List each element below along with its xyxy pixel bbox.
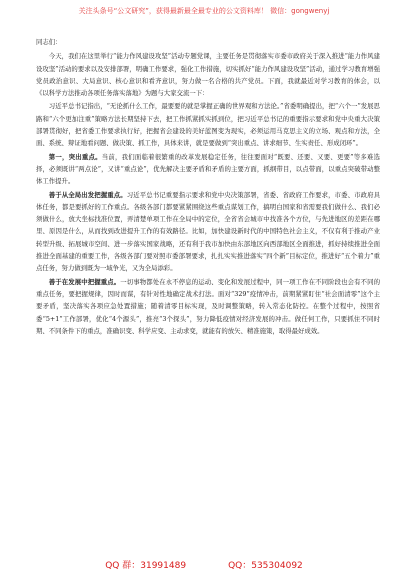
- paragraph-text: 当前，我们面临着很繁重的改革发展稳定任务，往往要面对“既要、还要、又要、更要”等多难选择，必须既讲“两点论”，又讲“重点论”，优先解决主要矛盾和矛盾的主要方面，抓纲带目，以点带面，以重点突破带动整体工作提升。: [36, 152, 380, 186]
- greeting: 同志们：: [36, 38, 62, 46]
- paragraph-lead: 善于在发展中把握重点。: [48, 277, 121, 286]
- paragraph: [36, 151, 380, 188]
- paragraph: [36, 276, 380, 337]
- paragraph: [36, 50, 380, 99]
- document-body: [36, 36, 380, 338]
- paragraph-text: 习近平总书记指出，“无论抓什么工作，最要要的就是掌握正确的世界观和方法论。”省委明确提出，把“六个一”发展思路和“六个更加注重”策略方法长期坚持下去，把工作抓紧抓实抓到位，把习近平总书记的重要指示要求和党中央重大决策部署贯彻好，把省委工作要求执行好，把握省会建设的美好蓝图变为现实，必须运用马克思主义的立场、观点和方法，全面、系统、辩证地看问题、做决策、抓工作，具体来讲，就是要做到“突出重点、讲求细节、生实责任、形成闭环”。: [36, 102, 380, 148]
- header-banner: 关注头条号“公文研究”，获得最新最全最专业的公文资料库！ 微信：gongwenyj: [78, 7, 330, 15]
- paragraph-lead: 第一，突出重点。: [48, 152, 102, 161]
- paragraph-lead: 善于从全局出发把握重点。: [48, 190, 127, 199]
- paragraph: [36, 189, 380, 275]
- paragraph: [36, 100, 380, 149]
- qq-group-text: QQ 群：31991489: [105, 561, 187, 571]
- paragraph-text: 一切事物都处在永不停息的运动、变化和发展过程中，同一项工作在不同阶段也会有不同的重点任务，要把握规律，因时而谋，有针对性地确定战术打法。面对“329”疫情冲击，前期紧紧盯住“社会面清零”这个主要矛盾，坚决落实各项应急处置措施；随着清零目标实现，及时调整策略，转入常态化防控。在整个过程中，按照省委“5+1”工作部署，优化“4个源头”，推亮“3个探头”，努力降低疫情对经济发展的冲击。做任何工作，只要抓住不同时期、不同条件下的重点，准确识变、科学应变、主动求变，就能有的放矢、精准施策，取得最好成效。: [36, 277, 381, 335]
- qq-text: QQ：535304092: [228, 561, 303, 571]
- paragraph-text: 今天，我们在这里举行“能力作风建设攻坚”活动专题党课，主要任务是贯彻落实市委市政府关于深入推进“能力作风建设攻坚”活动的要求以及安排部署，明确工作要求，强化工作措施，切实抓好“能力作风建设攻坚”活动，通过学习教育增强党员政治意识、大局意识、核心意识和看齐意识，努力做一名合格的共产党员。下面，我就最近对学习教育的体会，以《以科学方法推动各项任务落实落地》为题与大家交流一下：: [36, 52, 380, 98]
- footer-contact: [0, 558, 408, 571]
- paragraph-text: 习近平总书记重要指示要求和党中央决策部署，省委、省政府工作要求，市委、市政府具体任务，都是要抓好的工作重点。各级各部门都要紧紧围绕这些重点谋划工作，搞明白国家和省需要我们做什么、我们必须做什么，放大坐标找准位置，弄清楚单项工作在全局中的定位，全省省会城市中找准各个方位，与先进地区的差距在哪里、原因是什么，从而找到改进提升工作的有效路径。比如，加快建设新时代的中国特色社会主义，不仅有利于推动产业转型升级、拓展城市空间、进一步落实国家战略，还有利于我市加快由东部地区向西部地区全面推进，抓好持续推进全面推进全面基建的重要工作，各级各部门要对照市委部署要求，扎扎实实推进落实“四个新”目标定位，推进好“五个着力”重点任务，努力做到既为一域争光，又为全局添彩。: [36, 190, 381, 273]
